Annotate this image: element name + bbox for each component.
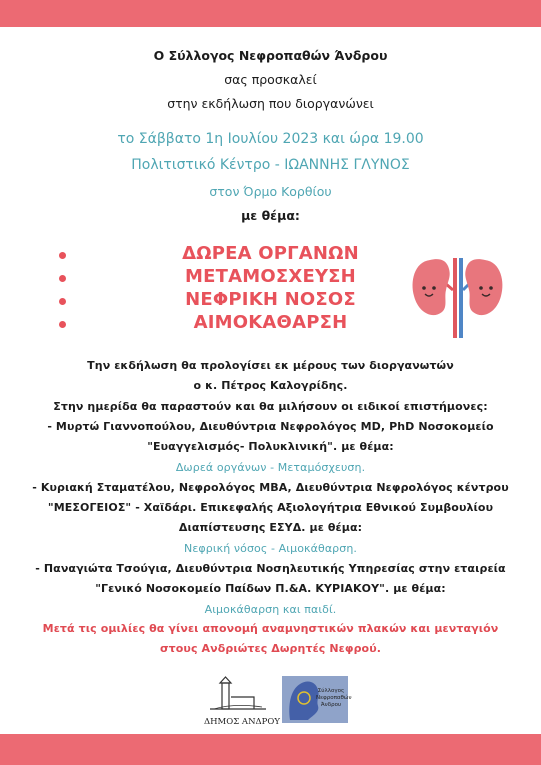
event-line: στην εκδήλωση που διοργανώνει	[167, 96, 374, 111]
place: στον Όρμο Κορθίου	[209, 184, 332, 199]
speakers-intro: Στην ημερίδα θα παραστούν και θα μιλήσουν οι ειδικοί επιστήμονες:	[53, 400, 488, 413]
speaker-2-affiliation-cont: Διαπίστευσης ΕΣΥΔ. με θέμα:	[178, 521, 363, 534]
date-time: το Σάββατο 1η Ιουλίου 2023 και ώρα 19.00	[117, 131, 424, 147]
municipality-logo	[204, 673, 280, 727]
speaker-2-topic: Νεφρική νόσος - Αιμοκάθαρση.	[184, 542, 357, 555]
speaker-1-affiliation: "Ευαγγελισμός- Πολυκλινική". με θέμα:	[147, 440, 394, 453]
speaker-1: - Μυρτώ Γιαννοπούλου, Διευθύντρια Νεφρολόγος MD, PhD Νοσοκομείο	[47, 420, 494, 433]
speaker-1-topic: Δωρεά οργάνων - Μεταμόσχευση.	[175, 461, 366, 474]
organizer-line: Ο Σύλλογος Νεφροπαθών Άνδρου	[153, 48, 388, 63]
topic-kidney-disease: ΝΕΦΡΙΚΗ ΝΟΣΟΣ	[185, 289, 356, 310]
speaker-2-affiliation: "ΜΕΣΟΓΕΙΟΣ" - Χαϊδάρι. Επικεφαλής Αξιολογήτρια Εθνικού Συμβουλίου	[47, 501, 494, 514]
association-logo	[282, 676, 352, 723]
speaker-2: - Κυριακή Σταματέλου, Νεφρολόγος MBA, Διευθύντρια Νεφρολόγος κέντρου	[32, 481, 509, 494]
topic-dialysis: ΑΙΜΟΚΑΘΑΡΣΗ	[193, 312, 348, 333]
lighthouse-icon	[204, 673, 272, 713]
top-band	[0, 0, 541, 27]
topic-transplant: ΜΕΤΑΜΟΣΧΕΥΣΗ	[185, 266, 356, 287]
kidneys-icon	[410, 250, 505, 338]
speaker-3: - Παναγιώτα Τσούγια, Διευθύντρια Νοσηλευτικής Υπηρεσίας στην εταιρεία	[35, 562, 506, 575]
venue: Πολιτιστικό Κέντρο - ΙΩΑΝΝΗΣ ΓΛΥΝΟΣ	[131, 157, 410, 173]
intro-line: Την εκδήλωση θα προλογίσει εκ μέρους των διοργανωτών	[87, 359, 454, 372]
speaker-3-affiliation: "Γενικό Νοσοκομείο Παίδων Π.&Α. ΚΥΡΙΑΚΟΥ". με θέμα:	[95, 582, 446, 595]
speaker-3-topic: Αιμοκάθαρση και παιδί.	[204, 603, 337, 616]
association-label: Σύλλογος Νεφροπαθών Άνδρου	[316, 688, 352, 708]
intro-speaker: ο κ. Πέτρος Καλογρίδης.	[193, 379, 348, 392]
invite-line: σας προσκαλεί	[224, 72, 317, 87]
bottom-band	[0, 734, 541, 765]
municipality-label: ΔΗΜΟΣ ΑΝΔΡΟΥ	[204, 717, 280, 727]
subject-label: με θέμα:	[241, 208, 300, 223]
closing-line-2: στους Ανδριώτες Δωρητές Νεφρού.	[159, 642, 382, 655]
closing-line: Μετά τις ομιλίες θα γίνει απονομή αναμνηστικών πλακών και μενταγιόν	[42, 622, 499, 635]
topic-organ-donation: ΔΩΡΕΑ ΟΡΓΑΝΩΝ	[182, 243, 359, 264]
